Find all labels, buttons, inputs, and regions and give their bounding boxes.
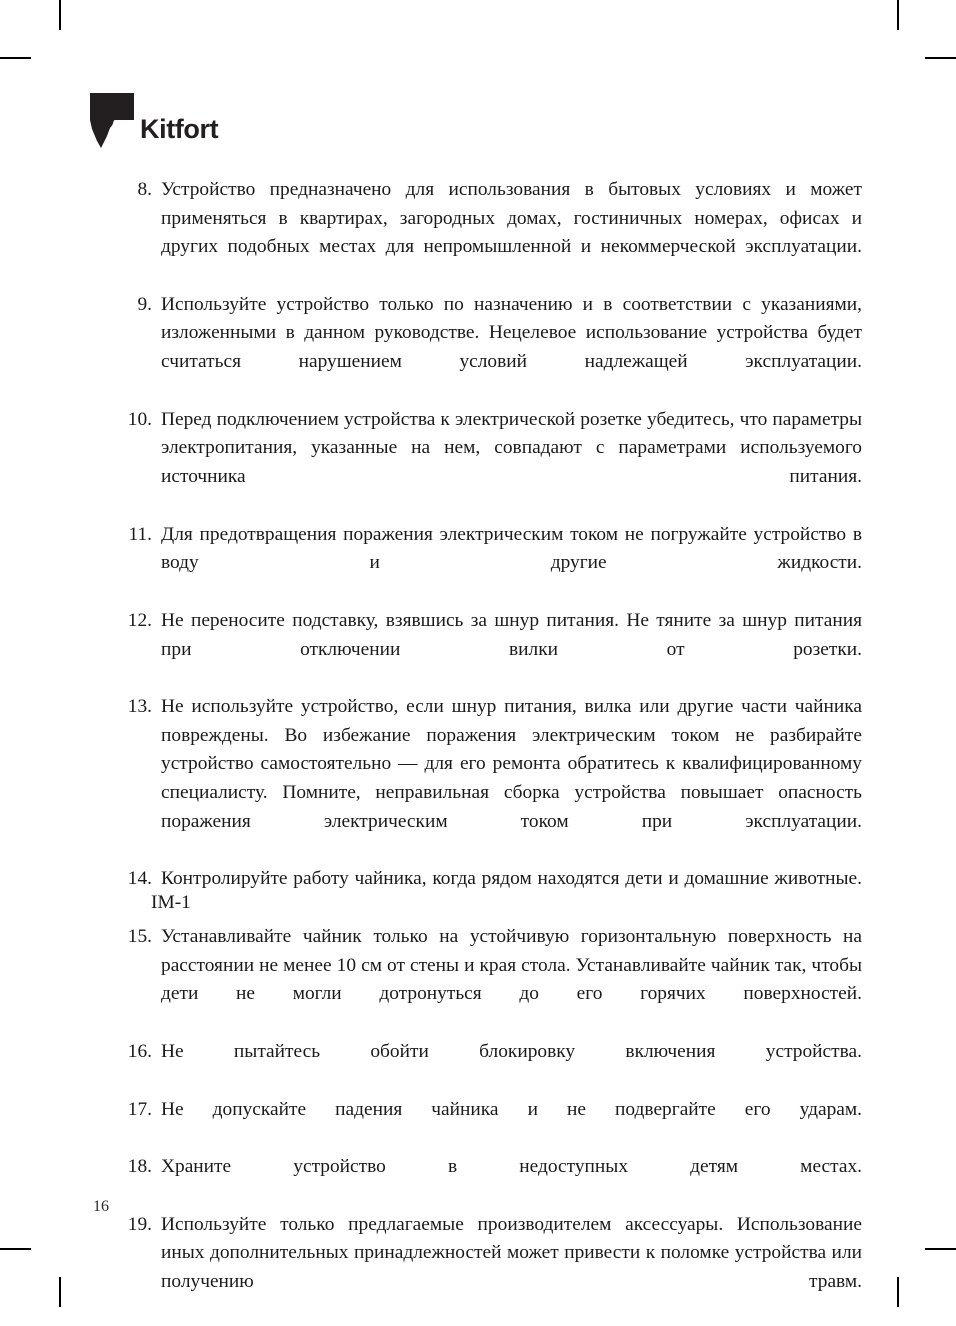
list-item: [122, 406, 862, 520]
list-item-number: 9.: [137, 293, 152, 315]
list-item-text: Используйте устройство только по назначению и в соответствии с указаниями, изложенными в данном руководстве. Нецелевое использование устройства будет считаться нарушением условий надлежащей эксплуатации.: [161, 293, 862, 373]
list-item: [122, 865, 862, 922]
list-item: [122, 521, 862, 607]
list-item: [122, 1153, 862, 1210]
safety-instructions-list: [122, 176, 862, 1325]
crop-mark-top-left-horizontal: [0, 57, 31, 59]
list-item-number: 10.: [127, 408, 152, 430]
list-item: [122, 291, 862, 405]
list-item-text: Устанавливайте чайник только на устойчивую горизонтальную поверхность на расстоянии не менее 10 см от стены и края стола. Устанавливайте чайник так, чтобы дети не могли дотронуться до его горячих поверхностей.: [161, 925, 862, 1005]
list-item: [122, 1096, 862, 1153]
crop-mark-top-left-vertical: [59, 0, 61, 30]
crop-mark-bottom-right-horizontal: [925, 1248, 956, 1250]
safety-instructions-section: [122, 176, 862, 1326]
list-item-number: 19.: [127, 1213, 152, 1235]
list-item-text: Не пытайтесь обойти блокировку включения устройства.: [161, 1040, 862, 1062]
list-item-text: Для предотвращения поражения электрическим током не погружайте устройство в воду и другие жидкости.: [161, 523, 862, 574]
brand-logo: [90, 93, 218, 149]
page-number: 16: [93, 1198, 109, 1215]
list-item: [122, 607, 862, 693]
list-item-number: 15.: [127, 925, 152, 947]
crop-mark-bottom-left-vertical: [59, 1277, 61, 1307]
crop-mark-bottom-right-vertical: [897, 1277, 899, 1307]
list-item-number: 17.: [127, 1098, 152, 1120]
list-item-number: 11.: [128, 523, 152, 545]
crop-mark-top-right-vertical: [897, 0, 899, 30]
crop-mark-top-right-horizontal: [925, 57, 956, 59]
list-item-number: 8.: [137, 179, 152, 200]
list-item-text: Не допускайте падения чайника и не подвергайте его ударам.: [161, 1098, 862, 1120]
crop-mark-bottom-left-horizontal: [0, 1248, 31, 1250]
list-item-text: Не переносите подставку, взявшись за шнур питания. Не тяните за шнур питания при отключении вилки от розетки.: [161, 609, 862, 660]
brand-wordmark: Kitfort: [140, 114, 219, 144]
list-item-text: Контролируйте работу чайника, когда рядом находятся дети и домашние животные.: [161, 868, 862, 890]
list-item-text: Храните устройство в недоступных детям местах.: [161, 1156, 862, 1178]
kitfort-flag-mark-icon: [90, 93, 134, 149]
list-item: [122, 923, 862, 1037]
document-code: IM-1: [151, 892, 191, 913]
list-item: [122, 176, 862, 290]
list-item: [122, 693, 862, 865]
list-item-number: 13.: [127, 696, 152, 718]
list-item: [122, 1038, 862, 1095]
list-item-text: Не используйте устройство, если шнур питания, вилка или другие части чайника повреждены. Во избежание поражения электрическим током не разбирайте устройство самостоятельно — для его ремонта обратитесь к квалифицированному специалисту. Помните, неправильная сборка устройства повышает опасность поражения электрическим током при эксплуатации.: [161, 696, 862, 832]
list-item-text: Устройство предназначено для использования в бытовых условиях и может применяться в квартирах, загородных домах, гостиничных номерах, офисах и других подобных местах для непромышленной и некоммерческой эксплуатации.: [161, 179, 862, 258]
list-item-number: 14.: [127, 868, 152, 890]
list-item-number: 18.: [127, 1156, 152, 1178]
list-item-number: 16.: [127, 1040, 152, 1062]
list-item-number: 12.: [127, 609, 152, 631]
list-item: [122, 1211, 862, 1325]
list-item-text: Используйте только предлагаемые производителем аксессуары. Использование иных дополнительных принадлежностей может привести к поломке устройства или получению травм.: [161, 1213, 862, 1293]
list-item-text: Перед подключением устройства к электрической розетке убедитесь, что параметры электропитания, указанные на нем, совпадают с параметрами используемого источника питания.: [161, 408, 862, 487]
